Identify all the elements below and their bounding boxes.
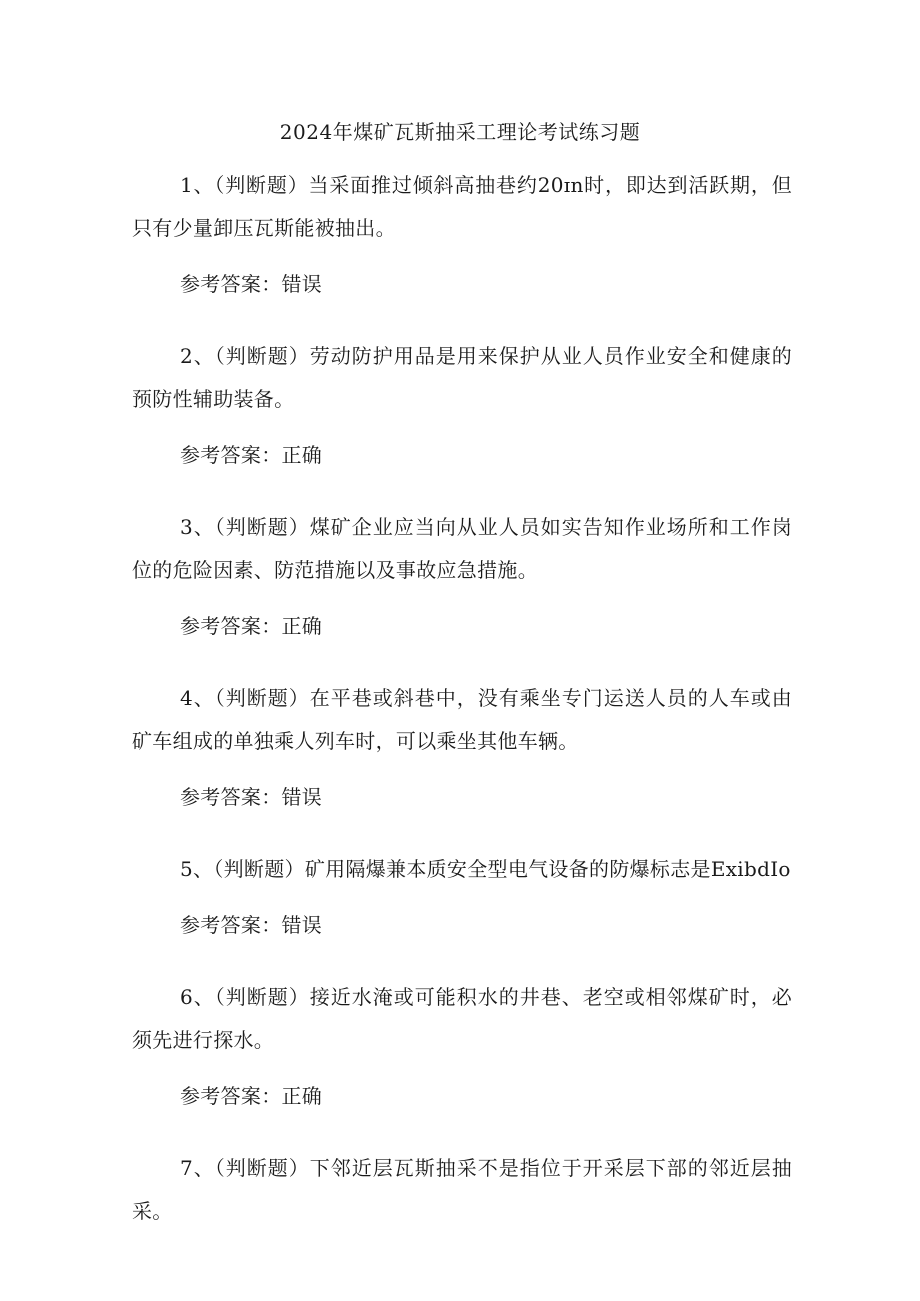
question-3: 3、（判断题）煤矿企业应当向从业人员如实告知作业场所和工作岗位的危险因素、防范措施以及事故应急措施。 <box>132 515 792 582</box>
answer-1: 参考答案：错误 <box>180 272 323 296</box>
question-2: 2、（判断题）劳动防护用品是用来保护从业人员作业安全和健康的预防性辅助装备。 <box>132 344 792 411</box>
question-1: 1、（判断题）当采面推过倾斜高抽巷约20ɪn时，即达到活跃期，但只有少量卸压瓦斯能被抽出。 <box>132 173 792 240</box>
question-5: 5、（判断题）矿用隔爆兼本质安全型电气设备的防爆标志是ExibdIo <box>180 857 791 881</box>
answer-4: 参考答案：错误 <box>180 785 323 809</box>
answer-6: 参考答案：正确 <box>180 1084 323 1108</box>
answer-2: 参考答案：正确 <box>180 443 323 467</box>
question-7: 7、（判断题）下邻近层瓦斯抽采不是指位于开采层下部的邻近层抽采。 <box>132 1156 792 1223</box>
document-title: 2024年煤矿瓦斯抽采工理论考试练习题 <box>279 120 641 144</box>
question-4: 4、（判断题）在平巷或斜巷中，没有乘坐专门运送人员的人车或由矿车组成的单独乘人列车时，可以乘坐其他车辆。 <box>132 686 792 753</box>
question-list <box>132 164 792 1252</box>
answer-3: 参考答案：正确 <box>180 614 323 638</box>
answer-5: 参考答案：错误 <box>180 913 323 937</box>
question-6: 6、（判断题）接近水淹或可能积水的井巷、老空或相邻煤矿时，必须先进行探水。 <box>132 985 792 1052</box>
